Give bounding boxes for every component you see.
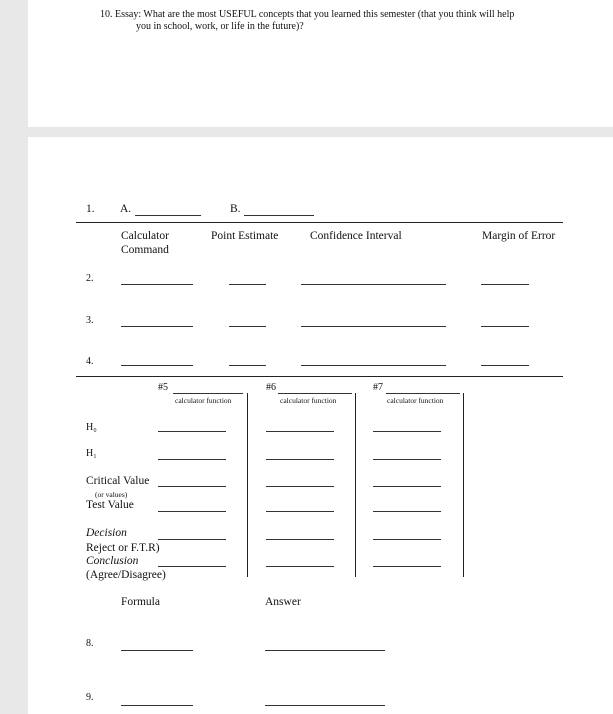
conclusion-label: Conclusion <box>86 555 139 567</box>
confidence-interval-blank[interactable] <box>301 365 446 366</box>
section-divider-2 <box>76 376 563 377</box>
col-5-function-blank[interactable] <box>173 393 243 394</box>
col-5-sub: calculator function <box>175 396 232 405</box>
q1-b-blank[interactable] <box>244 215 314 216</box>
h1-blank-5[interactable] <box>158 459 226 460</box>
header-margin-of-error: Margin of Error <box>482 230 556 242</box>
h1-blank-6[interactable] <box>266 459 334 460</box>
test-value-blank-6[interactable] <box>266 511 334 512</box>
formula-row-number: 8. <box>86 638 94 649</box>
q1-number: 1. <box>86 203 95 215</box>
confidence-interval-blank[interactable] <box>301 326 446 327</box>
q1-b-label: B. <box>230 203 241 215</box>
margin-of-error-blank[interactable] <box>481 326 529 327</box>
decision-label: Decision <box>86 527 127 539</box>
page-worksheet <box>28 137 613 714</box>
formula-blank[interactable] <box>121 650 193 651</box>
margin-of-error-blank[interactable] <box>481 365 529 366</box>
col-7-function-blank[interactable] <box>386 393 460 394</box>
row-number: 3. <box>86 315 94 326</box>
conclusion-blank-6[interactable] <box>266 566 334 567</box>
col-label-6: #6 <box>266 382 276 393</box>
test-value-blank-5[interactable] <box>158 511 226 512</box>
critical-value-label: Critical Value <box>86 475 150 487</box>
calc-command-blank[interactable] <box>121 326 193 327</box>
essay-question-line2: you in school, work, or life in the future)? <box>136 21 304 32</box>
header-point-estimate: Point Estimate <box>211 230 279 242</box>
col-7-sub: calculator function <box>387 396 444 405</box>
h1-label: H₁ <box>86 448 97 459</box>
test-value-label: Test Value <box>86 499 134 511</box>
h0-blank-7[interactable] <box>373 431 441 432</box>
calc-command-blank[interactable] <box>121 365 193 366</box>
header-calculator-line1: Calculator <box>121 230 169 242</box>
column-divider <box>355 393 356 577</box>
decision-blank-5[interactable] <box>158 539 226 540</box>
point-estimate-blank[interactable] <box>229 326 266 327</box>
answer-blank[interactable] <box>265 705 385 706</box>
h0-blank-5[interactable] <box>158 431 226 432</box>
point-estimate-blank[interactable] <box>229 365 266 366</box>
critical-value-blank-5[interactable] <box>158 486 226 487</box>
section-divider-1 <box>76 222 563 223</box>
column-divider <box>247 393 248 577</box>
col-label-7: #7 <box>373 382 383 393</box>
decision-blank-7[interactable] <box>373 539 441 540</box>
test-value-blank-7[interactable] <box>373 511 441 512</box>
formula-blank[interactable] <box>121 705 193 706</box>
or-values-label: (or values) <box>95 490 128 499</box>
critical-value-blank-6[interactable] <box>266 486 334 487</box>
point-estimate-blank[interactable] <box>229 284 266 285</box>
agree-label: (Agree/Disagree) <box>86 569 166 581</box>
row-number: 4. <box>86 356 94 367</box>
conclusion-blank-5[interactable] <box>158 566 226 567</box>
decision-blank-6[interactable] <box>266 539 334 540</box>
critical-value-blank-7[interactable] <box>373 486 441 487</box>
col-label-5: #5 <box>158 382 168 393</box>
row-number: 2. <box>86 273 94 284</box>
confidence-interval-blank[interactable] <box>301 284 446 285</box>
conclusion-blank-7[interactable] <box>373 566 441 567</box>
reject-label: Reject or F.T.R) <box>86 542 160 554</box>
header-calculator-line2: Command <box>121 244 169 256</box>
h0-label: H₀ <box>86 422 97 433</box>
formula-header: Formula <box>121 596 160 608</box>
header-confidence-interval: Confidence Interval <box>310 230 402 242</box>
answer-header: Answer <box>265 596 301 608</box>
column-divider <box>463 393 464 577</box>
q1-a-label: A. <box>120 203 132 215</box>
formula-row-number: 9. <box>86 692 94 703</box>
col-6-sub: calculator function <box>280 396 337 405</box>
page-top <box>28 0 613 127</box>
h1-blank-7[interactable] <box>373 459 441 460</box>
calc-command-blank[interactable] <box>121 284 193 285</box>
answer-blank[interactable] <box>265 650 385 651</box>
col-6-function-blank[interactable] <box>278 393 352 394</box>
essay-question-line1: 10. Essay: What are the most USEFUL concepts that you learned this semester (that you think will help <box>100 9 515 20</box>
h0-blank-6[interactable] <box>266 431 334 432</box>
q1-a-blank[interactable] <box>135 215 201 216</box>
margin-of-error-blank[interactable] <box>481 284 529 285</box>
